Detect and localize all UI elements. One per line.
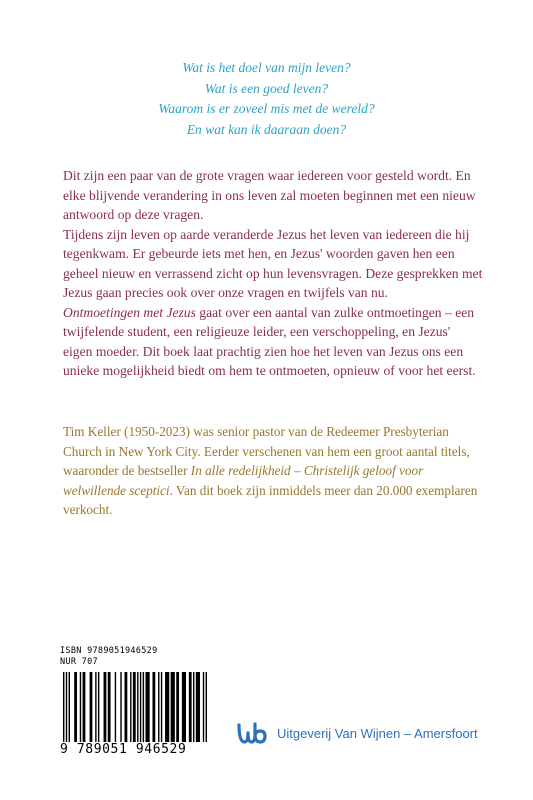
barcode-bar: [182, 672, 186, 742]
barcode-bar: [140, 672, 141, 742]
bio-text: Tim Keller (1950-2023) was senior pastor van de Redeemer Presbyterian Church in New York City. Eerder verschenen van hem een groot aantal titels, waaronder de bestseller: [63, 424, 470, 478]
barcode-bar: [66, 672, 67, 742]
question-line: En wat kan ik daaraan doen?: [186, 121, 347, 137]
barcode-bar: [165, 672, 169, 742]
barcode-icon: [60, 672, 210, 742]
barcode-bar: [115, 672, 116, 742]
barcode-bar: [83, 672, 86, 742]
barcode-bar: [158, 672, 159, 742]
barcode-bar: [196, 672, 200, 742]
barcode-bar: [120, 672, 121, 742]
description-paragraph: Dit zijn een paar van de grote vragen waar iedereen voor gesteld wordt. En elke blijvende verandering in ons leven zal moeten beginnen met een nieuw antwoord op deze vragen.: [63, 168, 476, 222]
barcode-bar: [69, 672, 70, 742]
barcode-bar: [95, 672, 96, 742]
barcode-bar: [189, 672, 192, 742]
barcode-bar: [176, 672, 179, 742]
barcode-bar: [108, 672, 111, 742]
questions-block: [0, 58, 533, 140]
author-bio: [63, 422, 483, 520]
barcode-bar: [130, 672, 131, 742]
barcode-bar: [161, 672, 162, 742]
barcode-bar: [74, 672, 77, 742]
barcode-bar: [203, 672, 204, 742]
barcode-bar: [145, 672, 149, 742]
question-line: Wat is het doel van mijn leven?: [182, 60, 351, 75]
description-text: gaat over een aantal van zulke ontmoetingen – een twijfelende student, een religieuze leider, een verschoppeling, en Jezus' eigen moeder. Dit boek laat prachtig zien hoe het leven van Jezus ons een unieke mogelijkheid biedt om hem te ontmoeten, opnieuw of voor het eerst.: [63, 304, 476, 378]
description-paragraph: Tijdens zijn leven op aarde veranderde Jezus het leven van iedereen die hij tegenkwam. Er gebeurde iets met hen, en Jezus' woorden gaven hen een geheel nieuw en verrassend zicht op hun levensvragen. Deze gesprekken met Jezus gaan precies ook over onze vragen en twijfels van nu.: [63, 226, 483, 300]
barcode-bar: [193, 672, 194, 742]
barcode-bar: [90, 672, 93, 742]
description-paragraph: [63, 303, 483, 381]
barcode-bar: [80, 672, 81, 742]
question-line: Waarom is er zoveel mis met de wereld?: [158, 101, 375, 116]
nur-label: NUR 707: [60, 657, 98, 667]
bio-text: . Van dit boek zijn inmiddels meer dan 20.000 exemplaren verkocht.: [63, 482, 478, 517]
barcode-bar: [171, 672, 175, 742]
barcode-bar: [104, 672, 107, 742]
barcode-bar: [143, 672, 144, 742]
description-block: [63, 166, 483, 381]
isbn-label: ISBN 9789051946529: [60, 646, 158, 656]
barcode-bar: [63, 672, 64, 742]
barcode-bar: [137, 672, 138, 742]
barcode-bar: [98, 672, 99, 742]
barcode-digits: 9 789051 946529: [60, 742, 187, 757]
question-line: Wat is een goed leven?: [204, 80, 329, 96]
publisher-name: Uitgeverij Van Wijnen – Amersfoort: [277, 725, 478, 741]
barcode-bar: [206, 672, 207, 742]
barcode-block: [60, 646, 210, 757]
bestseller-title: In alle redelijkheid – Christelijk geloof voor welwillende sceptici: [63, 463, 424, 498]
barcode-bar: [125, 672, 128, 742]
wb-logo-icon: [237, 722, 267, 744]
barcode-bar: [133, 672, 136, 742]
barcode-bar: [152, 672, 155, 742]
bio-paragraph: [63, 422, 483, 520]
book-title: Ontmoetingen met Jezus: [63, 304, 196, 320]
publisher-block: [237, 718, 478, 748]
